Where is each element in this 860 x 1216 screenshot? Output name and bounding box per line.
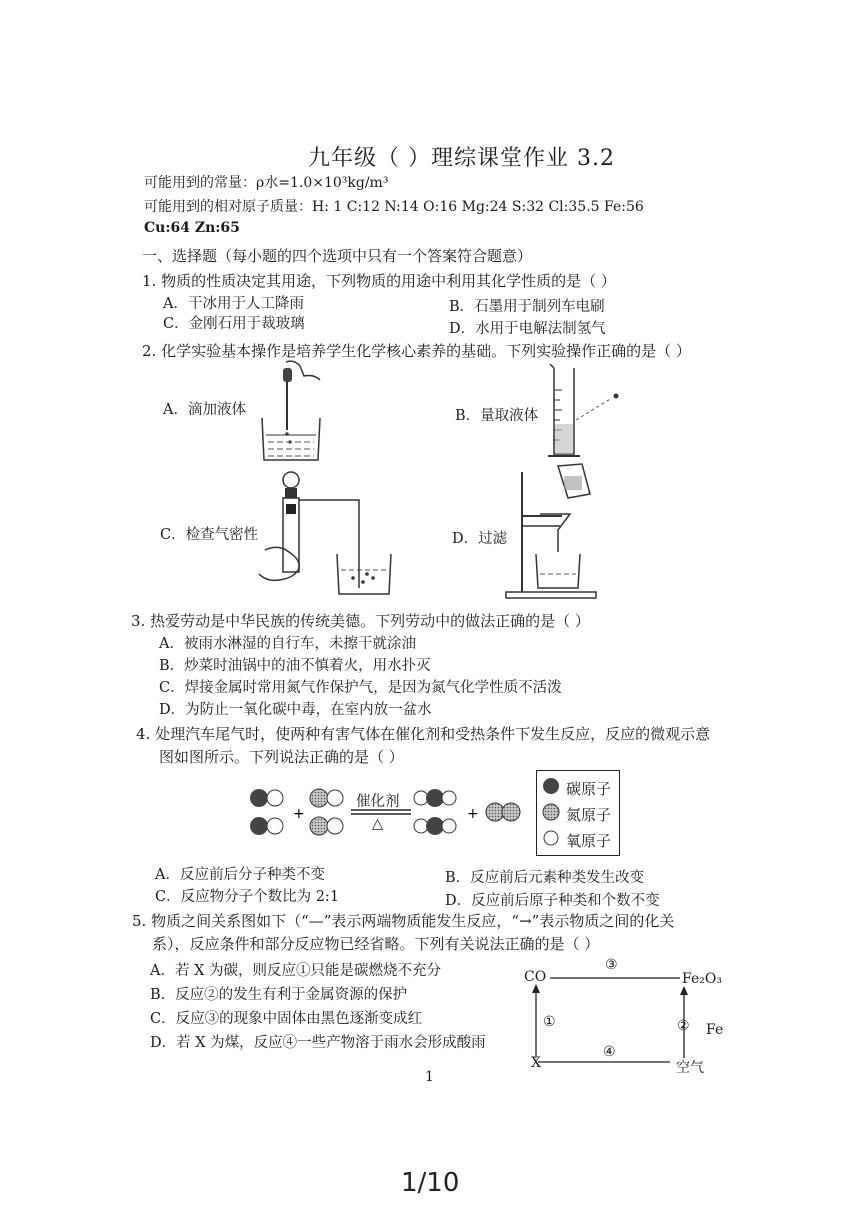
node-x: X — [531, 1055, 541, 1071]
q1-option-d: D．水用于电解法制氢气 — [449, 321, 606, 337]
reaction-1-label: ① — [543, 1014, 556, 1030]
constants-line: 可能用到的常量：ρ水=1.0×10³kg/m³ — [144, 175, 389, 191]
atomic-mass-text: 可能用到的相对原子质量：H: 1 C:12 N:14 O:16 Mg:24 S:32 Cl:35.5 Fe:56 — [144, 199, 644, 215]
node-co: CO — [524, 969, 547, 985]
question-4-stem: 4. 处理汽车尾气时，使两种有害气体在催化剂和受热条件下发生反应，反应的微观示意 — [136, 725, 711, 743]
q1-option-b: B．石墨用于制列车电刷 — [449, 299, 605, 315]
svg-text:+: + — [293, 806, 305, 822]
q1-option-c: C．金刚石用于裁玻璃 — [163, 316, 305, 332]
atomic-mass-line — [144, 196, 644, 216]
q2-option-b: B．量取液体 — [455, 408, 539, 424]
legend-swatches — [541, 774, 561, 854]
page-title: 九年级（ ）理综课堂作业 3.2 — [308, 146, 615, 171]
filtration-illustration — [500, 462, 640, 602]
svg-text:+: + — [467, 806, 479, 822]
q4-option-d: D．反应前后原子种类和个数不变 — [445, 893, 660, 909]
q5-option-c: C．反应③的现象中固体由黑色逐渐变成红 — [150, 1011, 423, 1027]
legend-carbon: 碳原子 — [566, 780, 612, 798]
reaction-3-label: ③ — [605, 957, 618, 973]
q3-option-c: C．焊接金属时常用氮气作保护气，是因为氮气化学性质不活泼 — [159, 680, 562, 696]
reaction-2-label: ② — [677, 1018, 690, 1034]
q2-option-a: A．滴加液体 — [163, 402, 246, 418]
q5-option-d: D．若 X 为煤，反应④一些产物溶于雨水会形成酸雨 — [150, 1035, 486, 1051]
q3-option-d: D．为防止一氧化碳中毒，在室内放一盆水 — [159, 702, 432, 718]
graduated-cylinder-illustration — [540, 360, 630, 470]
q2-option-d: D．过滤 — [452, 531, 508, 547]
question-4-stem-2: 图如图所示。下列说法正确的是（ ） — [159, 748, 404, 766]
legend-oxygen: 氧原子 — [566, 832, 612, 850]
atomic-mass-line-2: Cu:64 Zn:65 — [144, 220, 240, 236]
q4-option-c: C．反应物分子个数比为 2:1 — [155, 889, 340, 905]
catalyst-label: 催化剂 — [356, 794, 400, 810]
node-fe2o3: Fe₂O₃ — [682, 971, 722, 987]
reaction-4-label: ④ — [603, 1044, 616, 1060]
q1-option-a: A．干冰用于人工降雨 — [163, 296, 304, 312]
node-air: 空气 — [676, 1060, 704, 1076]
question-5-stem: 5. 物质之间关系图如下（“—”表示两端物质能发生反应，“→”表示物质之间的化关 — [132, 912, 675, 930]
gas-tightness-illustration — [255, 470, 405, 600]
dropper-beaker-illustration — [250, 360, 360, 470]
question-5-stem-2: 系），反应条件和部分反应物已经省略。下列有关说法正确的是（ ） — [152, 935, 600, 953]
q4-option-b: B．反应前后元素种类发生改变 — [445, 870, 645, 886]
q5-option-b: B．反应②的发生有利于金属资源的保护 — [150, 987, 408, 1003]
question-2-stem: 2. 化学实验基本操作是培养学生化学核心素养的基础。下列实验操作正确的是（ ） — [142, 342, 691, 360]
q3-option-a: A．被雨水淋湿的自行车，未擦干就涂油 — [159, 636, 416, 652]
section-heading: 一、选择题（每小题的四个选项中只有一个答案符合题意） — [142, 247, 533, 265]
question-1-stem: 1. 物质的性质决定其用途，下列物质的用途中利用其化学性质的是（ ） — [142, 272, 616, 290]
q3-option-b: B．炒菜时油锅中的油不慎着火，用水扑灭 — [159, 658, 431, 674]
question-3-stem: 3. 热爱劳动是中华民族的传统美德。下列劳动中的做法正确的是（ ） — [131, 612, 590, 630]
q5-option-a: A．若 X 为碳，则反应①只能是碳燃烧不充分 — [150, 963, 442, 979]
legend-nitrogen: 氮原子 — [566, 806, 612, 824]
page-number-small: 1 — [425, 1069, 434, 1085]
page-indicator: 1/10 — [401, 1168, 460, 1198]
fe-label: Fe — [706, 1022, 724, 1038]
q2-option-c: C．检查气密性 — [160, 527, 259, 543]
heat-label: △ — [372, 816, 384, 832]
q4-option-a: A．反应前后分子种类不变 — [155, 867, 325, 883]
